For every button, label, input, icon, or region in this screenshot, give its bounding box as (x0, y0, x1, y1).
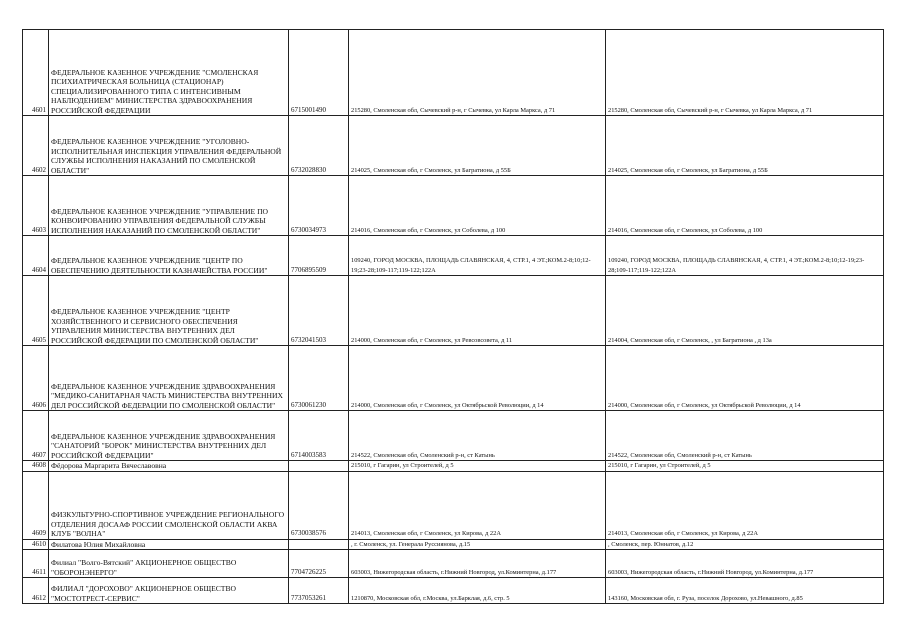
legal-address: , г. Смоленск, ул. Генерала Руссиянова, д.15 (349, 539, 606, 550)
organization-name: ФИЗКУЛЬТУРНО-СПОРТИВНОЕ УЧРЕЖДЕНИЕ РЕГИОНАЛЬНОГО ОТДЕЛЕНИЯ ДОСААФ РОССИИ СМОЛЕНСКОЙ ОБЛАСТИ АКВА КЛУБ "ВОЛНА" (49, 471, 289, 539)
legal-address: 214000, Смоленская обл, г Смоленск, ул Ревсовсовета, д 11 (349, 276, 606, 346)
organization-name: ФЕДЕРАЛЬНОЕ КАЗЕННОЕ УЧРЕЖДЕНИЕ "УПРАВЛЕНИЕ ПО КОНВОИРОВАНИЮ УПРАВЛЕНИЯ ФЕДЕРАЛЬНОЙ СЛУЖБЫ ИСПОЛНЕНИЯ НАКАЗАНИЙ ПО СМОЛЕНСКОЙ ОБЛАСТИ" (49, 176, 289, 236)
row-number: 4604 (23, 236, 49, 276)
row-number: 4608 (23, 461, 49, 472)
row-number: 4610 (23, 539, 49, 550)
organization-name: Филатова Юлия Михайловна (49, 539, 289, 550)
inn: 7737053261 (289, 578, 349, 604)
legal-address: 109240, ГОРОД МОСКВА, ПЛОЩАДЬ СЛАВЯНСКАЯ, 4, СТР.1, 4 ЭТ.;КОМ.2-8;10;12-19;23-28;109-117;119-122;122А (349, 236, 606, 276)
actual-address: 214000, Смоленская обл, г Смоленск, ул Октябрьской Революции, д 14 (606, 346, 884, 411)
actual-address: 214025, Смоленская обл, г Смоленск, ул Багратиона, д 55Б (606, 116, 884, 176)
table-row (23, 471, 884, 539)
organization-name: ФЕДЕРАЛЬНОЕ КАЗЕННОЕ УЧРЕЖДЕНИЕ "СМОЛЕНСКАЯ ПСИХИАТРИЧЕСКАЯ БОЛЬНИЦА (СТАЦИОНАР) СПЕЦИАЛИЗИРОВАННОГО ТИПА С ИНТЕНСИВНЫМ НАБЛЮДЕНИЕМ" МИНИСТЕРСТВА ЗДРАВООХРАНЕНИЯ РОССИЙСКОЙ ФЕДЕРАЦИИ (49, 30, 289, 116)
actual-address: 109240, ГОРОД МОСКВА, ПЛОЩАДЬ СЛАВЯНСКАЯ, 4, СТР.1, 4 ЭТ.;КОМ.2-8;10;12-19;23-28;109-117;119-122;122А (606, 236, 884, 276)
legal-address: 214025, Смоленская обл, г Смоленск, ул Багратиона, д 55Б (349, 116, 606, 176)
actual-address: 143160, Московская обл, г. Руза, поселок Дорохово, ул.Невашного, д.85 (606, 578, 884, 604)
organization-name: Филиал "Волго-Вятский" АКЦИОНЕРНОЕ ОБЩЕСТВО "ОБОРОНЭНЕРГО" (49, 550, 289, 578)
table-row (23, 236, 884, 276)
row-number: 4611 (23, 550, 49, 578)
table-row (23, 346, 884, 411)
organization-name: ФЕДЕРАЛЬНОЕ КАЗЕННОЕ УЧРЕЖДЕНИЕ "ЦЕНТР ХОЗЯЙСТВЕННОГО И СЕРВИСНОГО ОБЕСПЕЧЕНИЯ УПРАВЛЕНИЯ МИНИСТЕРСТВА ВНУТРЕННИХ ДЕЛ РОССИЙСКОЙ ФЕДЕРАЦИИ ПО СМОЛЕНСКОЙ ОБЛАСТИ" (49, 276, 289, 346)
table-row (23, 116, 884, 176)
inn: 6730034973 (289, 176, 349, 236)
organization-name: ФЕДЕРАЛЬНОЕ КАЗЕННОЕ УЧРЕЖДЕНИЕ "ЦЕНТР ПО ОБЕСПЕЧЕНИЮ ДЕЯТЕЛЬНОСТИ КАЗНАЧЕЙСТВА РОССИИ" (49, 236, 289, 276)
inn: 6715001490 (289, 30, 349, 116)
legal-address: 1210870, Московская обл, г.Москва, ул.Барклая, д.6, стр. 5 (349, 578, 606, 604)
inn: 6714003583 (289, 411, 349, 461)
table-row (23, 550, 884, 578)
organization-name: ФЕДЕРАЛЬНОЕ КАЗЕННОЕ УЧРЕЖДЕНИЕ "УГОЛОВНО-ИСПОЛНИТЕЛЬНАЯ ИНСПЕКЦИЯ УПРАВЛЕНИЯ ФЕДЕРАЛЬНОЙ СЛУЖБЫ ИСПОЛНЕНИЯ НАКАЗАНИЙ ПО СМОЛЕНСКОЙ ОБЛАСТИ" (49, 116, 289, 176)
table-row (23, 30, 884, 116)
organization-name: Фёдорова Маргарита Вячеславовна (49, 461, 289, 472)
inn (289, 539, 349, 550)
legal-address: 603003, Нижегородская область, г.Нижний Новгород, ул.Коминтерна, д.177 (349, 550, 606, 578)
row-number: 4602 (23, 116, 49, 176)
registry-table (22, 29, 884, 604)
row-number: 4603 (23, 176, 49, 236)
row-number: 4606 (23, 346, 49, 411)
table-row (23, 276, 884, 346)
inn: 6732028830 (289, 116, 349, 176)
organization-name: ФЕДЕРАЛЬНОЕ КАЗЕННОЕ УЧРЕЖДЕНИЕ ЗДРАВООХРАНЕНИЯ "МЕДИКО-САНИТАРНАЯ ЧАСТЬ МИНИСТЕРСТВА ВНУТРЕННИХ ДЕЛ РОССИЙСКОЙ ФЕДЕРАЦИИ ПО СМОЛЕНСКОЙ ОБЛАСТИ" (49, 346, 289, 411)
row-number: 4605 (23, 276, 49, 346)
actual-address: 215280, Смоленская обл, Сычевский р-н, г Сычевка, ул Карла Маркса, д 71 (606, 30, 884, 116)
actual-address: , Смоленск, пер. Юннатов, д.12 (606, 539, 884, 550)
table-row (23, 539, 884, 550)
legal-address: 215010, г Гагарин, ул Строителей, д 5 (349, 461, 606, 472)
inn: 7704726225 (289, 550, 349, 578)
table-row (23, 461, 884, 472)
legal-address: 214016, Смоленская обл, г Смоленск, ул Соболева, д 100 (349, 176, 606, 236)
inn: 6732041503 (289, 276, 349, 346)
legal-address: 214522, Смоленская обл, Смоленский р-н, ст Катынь (349, 411, 606, 461)
actual-address: 214013, Смоленская обл, г Смоленск, ул Кирова, д 22А (606, 471, 884, 539)
row-number: 4607 (23, 411, 49, 461)
organization-name: ФЕДЕРАЛЬНОЕ КАЗЕННОЕ УЧРЕЖДЕНИЕ ЗДРАВООХРАНЕНИЯ "САНАТОРИЙ "БОРОК" МИНИСТЕРСТВА ВНУТРЕННИХ ДЕЛ РОССИЙСКОЙ ФЕДЕРАЦИИ" (49, 411, 289, 461)
table-row (23, 176, 884, 236)
inn: 6730038576 (289, 471, 349, 539)
inn: 7706895509 (289, 236, 349, 276)
legal-address: 214013, Смоленская обл, г Смоленск, ул Кирова, д 22А (349, 471, 606, 539)
table-row (23, 578, 884, 604)
row-number: 4601 (23, 30, 49, 116)
actual-address: 603003, Нижегородская область, г.Нижний Новгород, ул.Коминтерна, д.177 (606, 550, 884, 578)
row-number: 4612 (23, 578, 49, 604)
actual-address: 215010, г Гагарин, ул Строителей, д 5 (606, 461, 884, 472)
inn: 6730061230 (289, 346, 349, 411)
legal-address: 215280, Смоленская обл, Сычевский р-н, г Сычевка, ул Карла Маркса, д 71 (349, 30, 606, 116)
actual-address: 214522, Смоленская обл, Смоленский р-н, ст Катынь (606, 411, 884, 461)
legal-address: 214000, Смоленская обл, г Смоленск, ул Октябрьской Революции, д 14 (349, 346, 606, 411)
inn (289, 461, 349, 472)
table-row (23, 411, 884, 461)
organization-name: ФИЛИАЛ "ДОРОХОВО" АКЦИОНЕРНОЕ ОБЩЕСТВО "МОСТОТРЕСТ-СЕРВИС" (49, 578, 289, 604)
actual-address: 214004, Смоленская обл, г Смоленск, , ул Багратиона , д 13а (606, 276, 884, 346)
actual-address: 214016, Смоленская обл, г Смоленск, ул Соболева, д 100 (606, 176, 884, 236)
row-number: 4609 (23, 471, 49, 539)
